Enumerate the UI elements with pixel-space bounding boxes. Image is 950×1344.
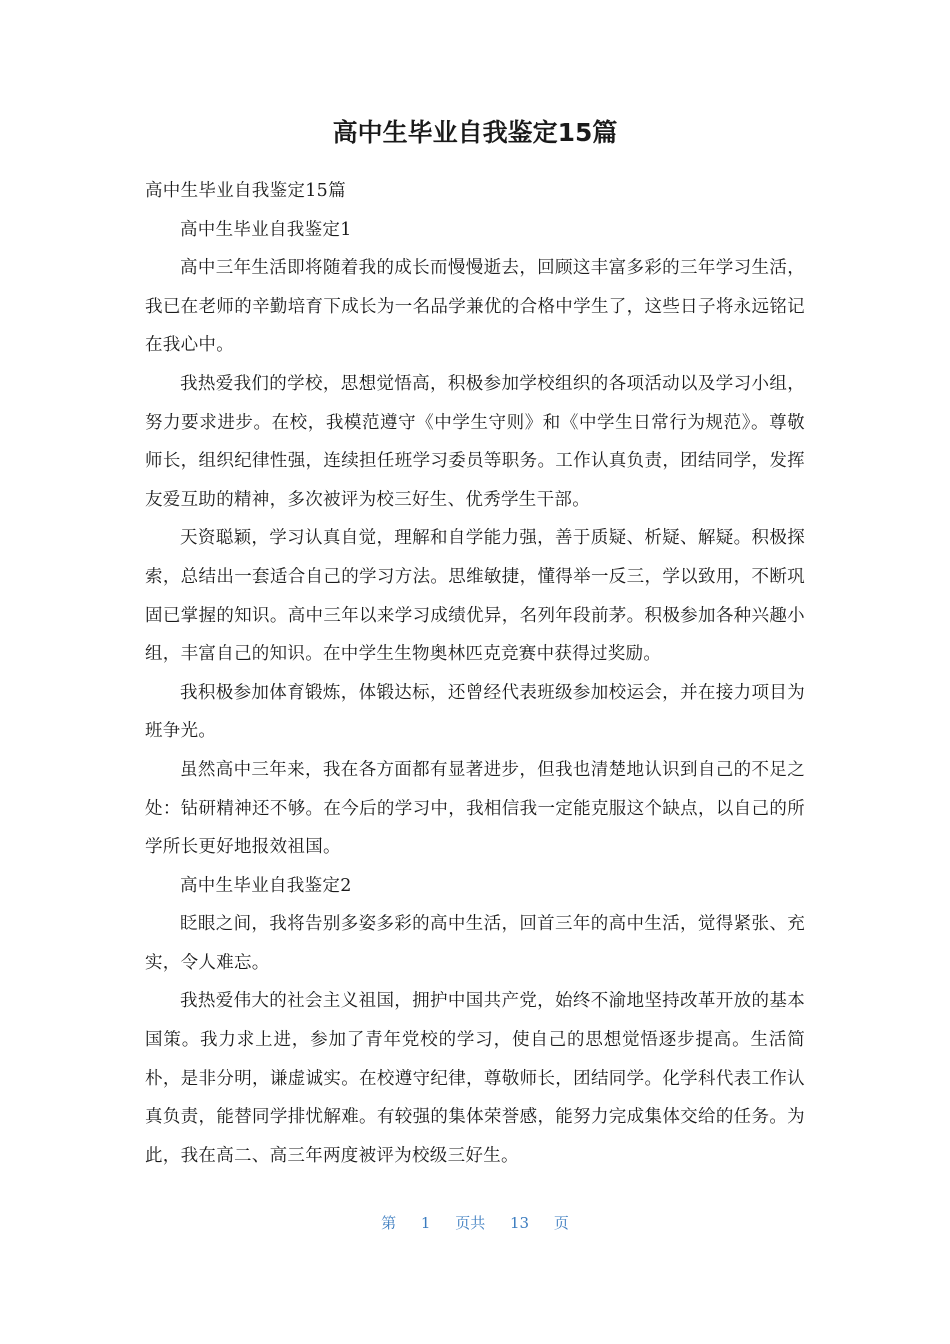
page-footer — [0, 1208, 950, 1238]
paragraph: 我热爱我们的学校，思想觉悟高，积极参加学校组织的各项活动以及学习小组，努力要求进步。在校，我模范遵守《中学生守则》和《中学生日常行为规范》。尊敬师长，组织纪律性强，连续担任班学习委员等职务。工作认真负责，团结同学，发挥友爱互助的精神，多次被评为校三好生、优秀学生干部。 — [145, 373, 805, 510]
section-heading: 高中生毕业自我鉴定2 — [180, 875, 352, 896]
paragraph: 天资聪颖，学习认真自觉，理解和自学能力强，善于质疑、析疑、解疑。积极探索，总结出一套适合自己的学习方法。思维敏捷，懂得举一反三，学以致用，不断巩固已掌握的知识。高中三年以来学习成绩优异，名列年段前茅。积极参加各种兴趣小组，丰富自己的知识。在中学生生物奥林匹克竞赛中获得过奖励。 — [145, 528, 805, 665]
paragraph: 我热爱伟大的社会主义祖国，拥护中国共产党，始终不渝地坚持改革开放的基本国策。我力求上进，参加了青年党校的学习，使自己的思想觉悟逐步提高。生活简朴，是非分明，谦虚诚实。在校遵守纪律，尊敬师长，团结同学。化学科代表工作认真负责，能替同学排忧解难。有较强的集体荣誉感，能努力完成集体交给的任务。为此，我在高二、高三年两度被评为校级三好生。 — [145, 991, 805, 1166]
paragraph: 我积极参加体育锻炼，体锻达标，还曾经代表班级参加校运会，并在接力项目为班争光。 — [145, 682, 805, 742]
paragraph: 高中生毕业自我鉴定15篇 — [145, 181, 346, 201]
document-body — [145, 172, 805, 1175]
document-title: 高中生毕业自我鉴定15篇 — [332, 118, 618, 147]
paragraph: 眨眼之间，我将告别多姿多彩的高中生活，回首三年的高中生活，觉得紧张、充实，令人难忘。 — [145, 914, 805, 973]
page-current: 1 — [420, 1214, 431, 1232]
paragraph: 虽然高中三年来，我在各方面都有显著进步，但我也清楚地认识到自己的不足之处：钻研精神还不够。在今后的学习中，我相信我一定能克服这个缺点，以自己的所学所长更好地报效祖国。 — [145, 759, 805, 858]
page-label-suffix: 页 — [553, 1214, 569, 1232]
page-label-mid: 页共 — [455, 1214, 486, 1232]
page-total: 13 — [510, 1214, 530, 1232]
paragraph: 高中三年生活即将随着我的成长而慢慢逝去，回顾这丰富多彩的三年学习生活，我已在老师的辛勤培育下成长为一名品学兼优的合格中学生了，这些日子将永远铭记在我心中。 — [145, 258, 805, 356]
section-heading: 高中生毕业自我鉴定1 — [180, 219, 352, 240]
page-label-prefix: 第 — [381, 1214, 397, 1232]
